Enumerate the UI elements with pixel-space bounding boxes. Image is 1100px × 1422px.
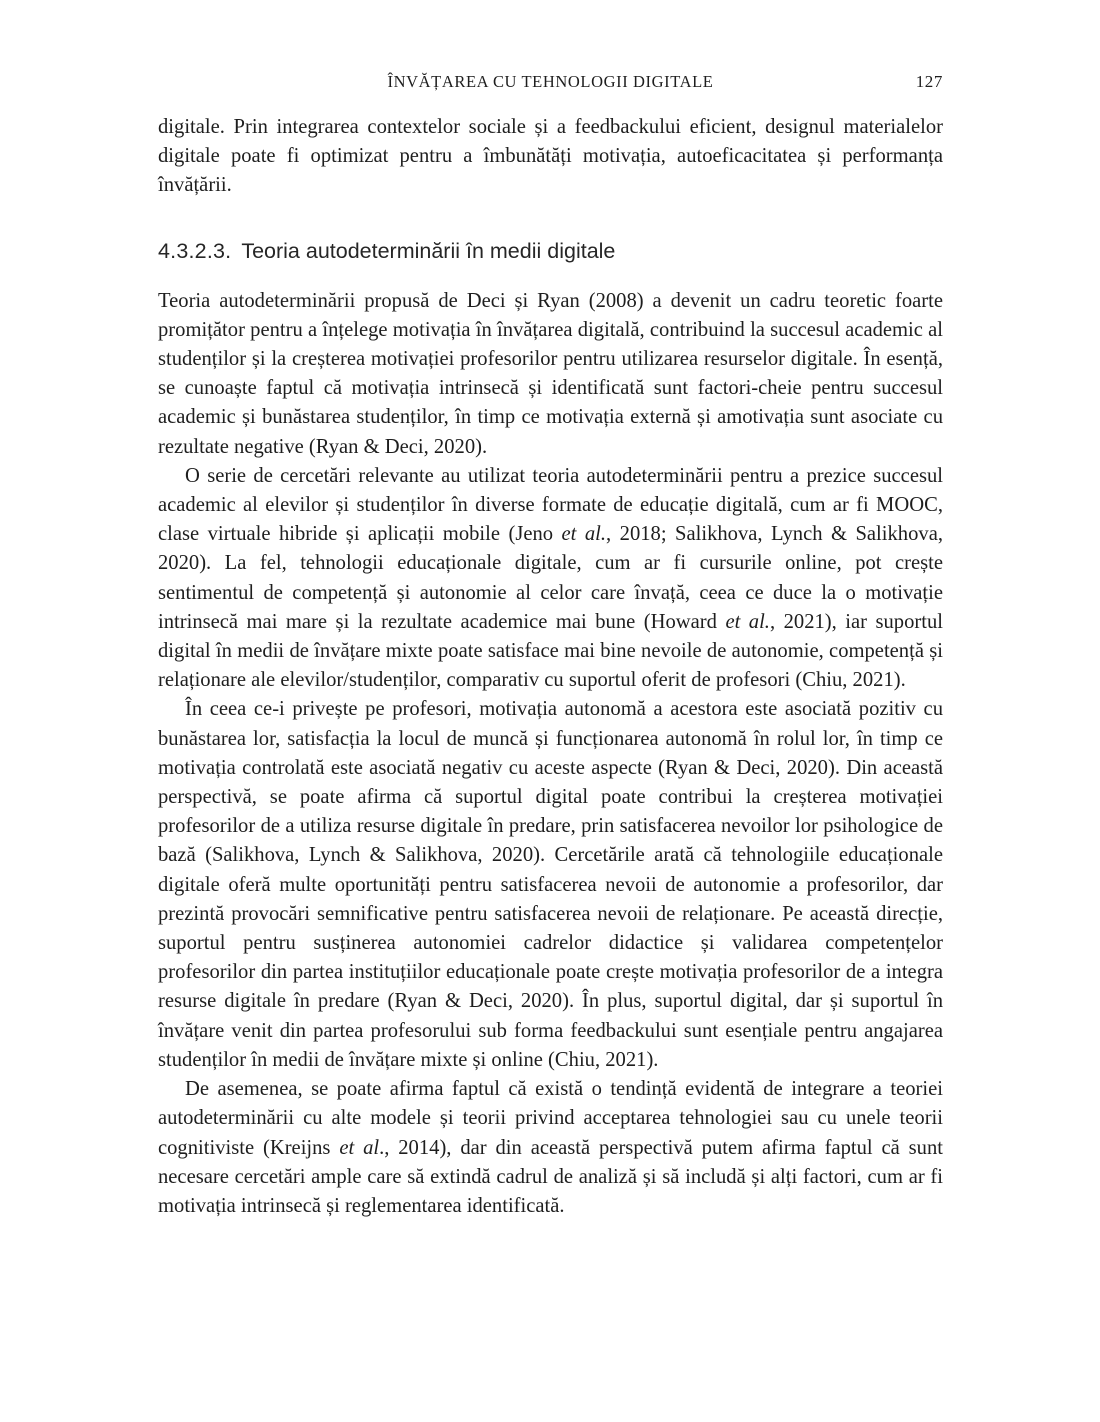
text-run: În ceea ce-i privește pe profesori, motivația autonomă a acestora este asociată pozitiv cu bunăstarea lor, satisfacția la locul de muncă și funcționarea autonomă în rolul lor, în timp ce motivația controlată este asociată negativ cu aceste aspecte (Ryan & Deci, 2020). Din această perspectivă, se poate afirma că suportul digital poate contribui la creșterea motivației profesorilor de a utiliza resurse digitale în predare, prin satisfacerea nevoilor lor psihologice de bază (Salikhova, Lynch & Salikhova, 2020). Cercetările arată că tehnologiile educaționale digitale oferă multe oportunități pentru satisfacerea nevoii de autonomie a profesorilor, dar prezintă provocări semnificative pentru satisfacerea nevoii de relaționare. Pe această direcție, suportul pentru susținerea autonomiei cadrelor didactice și validarea competențelor profesorilor din partea instituțiilor educaționale poate crește motivația profesorilor de a integra resurse digitale în predare (Ryan & Deci, 2020). În plus, suportul digital, dar și suportul în învățare venit din partea profesorului sub forma feedbackului sunt esențiale pentru angajarea studenților în medii de învățare mixte și online (Chiu, 2021). xyxy=(158,698,943,1071)
section-heading xyxy=(158,236,943,266)
page-body xyxy=(158,113,943,1221)
text-run: De asemenea, se poate afirma faptul că există o tendință evidentă de integrare a teoriei autodeterminării cu alte modele și teorii privind acceptarea tehnologiei sau cu unele teorii cognitiviste (Kreijns xyxy=(158,1078,943,1159)
text-run: digitale. Prin integrarea contextelor sociale și a feedbackului eficient, designul materialelor digitale poate fi optimizat pentru a îmbunătăți motivația, autoeficacitatea și performanța învățării. xyxy=(158,116,943,197)
text-run: Teoria autodeterminării propusă de Deci și Ryan (2008) a devenit un cadru teoretic foarte promițător pentru a înțelege motivația în învățarea digitală, contribuind la succesul academic al studenților și la creșterea motivației profesorilor pentru utilizarea resurselor digitale. În esență, se cunoaște faptul că motivația intrinsecă și identificată sunt factori-cheie pentru succesul academic și bunăstarea studenților, în timp ce motivația externă și amotivația sunt asociate cu rezultate negative (Ryan & Deci, 2020). xyxy=(158,289,943,458)
text-run: , 2021), iar suportul digital în medii de învățare mixte poate satisface mai bine nevoile de autonomie, competență și relaționare ale elevilor/​studenților, comparativ cu suportul oferit de profesori (Chiu, 2021). xyxy=(158,610,943,692)
section-number: 4.3.2.3. xyxy=(158,238,232,263)
running-header xyxy=(158,72,943,102)
paragraph-continued xyxy=(158,113,943,201)
text-run: , 2018; Salikhova, Lynch & Salikhova, 2020). La fel, tehnologii educaționale digitale, cum ar fi cursurile online, pot crește sentimentul de competență și autonomie al celor care învață, ceea ce duce la o motivație intrinsecă mai mare și la rezultate academice mai bune (Howard xyxy=(158,523,943,633)
italic-text: et al xyxy=(339,1136,380,1159)
section-title: Teoria autodeterminării în medii digitale xyxy=(241,238,616,263)
page-number: 127 xyxy=(915,72,943,91)
text-run: O serie de cercetări relevante au utilizat teoria autodeterminării pentru a prezice succesul academic al elevilor și studenților în diverse formate de educație digitală, cum ar fi MOOC, clase virtuale hibride și aplicații mobile (Jeno xyxy=(158,464,943,546)
running-title: ÎNVĂȚAREA CU TEHNOLOGII DIGITALE xyxy=(387,72,714,91)
paragraph xyxy=(158,1075,943,1221)
paragraph xyxy=(158,462,943,696)
paragraph xyxy=(158,287,943,462)
italic-text: et al. xyxy=(561,523,607,546)
italic-text: et al. xyxy=(725,610,770,633)
paragraph xyxy=(158,695,943,1075)
text-run: ., 2014), dar din această perspectivă putem afirma faptul că sunt necesare cercetări ample care să extindă cadrul de analiză și să includă și alți factori, cum ar fi motivația intrinsecă și reglementarea identificată. xyxy=(158,1136,944,1217)
